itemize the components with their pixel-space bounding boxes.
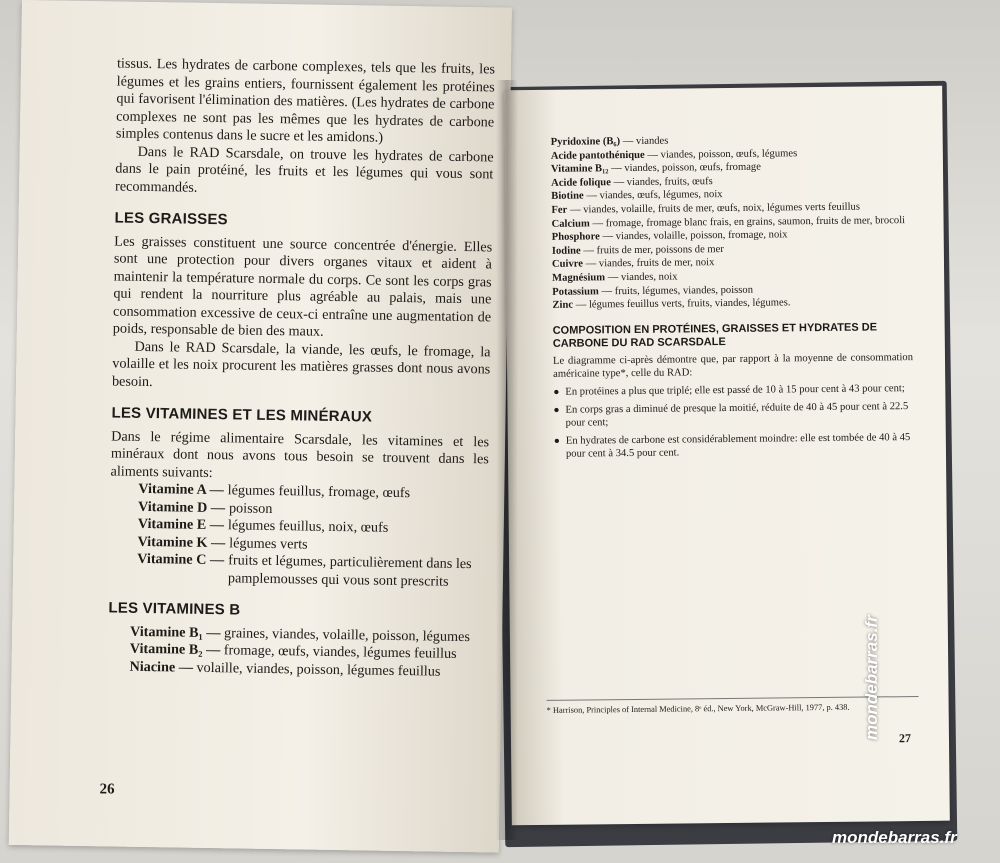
- graisses-paragraph-2: Dans le RAD Scarsdale, la viande, les œufs, le fromage, la volaille et les noix procurent les matières grasses dont nous avons besoin.: [111, 338, 491, 390]
- nutrient-name: Fer: [551, 204, 568, 216]
- page-number-right: 27: [898, 731, 912, 746]
- page-number-left: 26: [99, 781, 115, 798]
- composition-bullet: [553, 382, 913, 399]
- vitamines-heading: LES VITAMINES ET LES MINÉRAUX: [111, 404, 373, 426]
- bullet-icon: ●: [553, 435, 560, 447]
- graisses-heading: LES GRAISSES: [114, 209, 228, 229]
- composition-heading: COMPOSITION EN PROTÉINES, GRAISSES ET HYDRATES DE CARBONE DU RAD SCARSDALE: [552, 321, 878, 350]
- nutrient-name: Vitamine B₁₂: [550, 163, 609, 176]
- nutrient-name: Cuivre: [551, 258, 584, 271]
- footnote: * Harrison, Principles of Internal Medicine, 8ᵉ éd., New York, McGraw-Hill, 1977, p. 438.: [547, 696, 919, 716]
- vitamin-b-name: Vitamine B₂ —: [129, 640, 221, 659]
- vitamin-b-name: Niacine —: [129, 658, 194, 676]
- nutrient-name: Zinc: [552, 299, 574, 311]
- watermark-bottom: mondebarras.fr: [832, 828, 957, 847]
- nutrient-foods: — fruits, légumes, viandes, poisson: [601, 284, 754, 297]
- bullet-icon: ●: [553, 386, 560, 398]
- nutrient-foods: — viandes, volaille, fruits de mer, œufs, noix, légumes verts feuillus: [569, 201, 860, 216]
- composition-intro: Le diagramme ci-après démontre que, par rapport à la moyenne de consommation américaine type*, celle du RAD:: [552, 351, 914, 381]
- vitamines-intro: Dans le régime alimentaire Scarsdale, les vitamines et les minéraux dont nous avons tous besoin se trouvent dans les aliments suivants:: [110, 427, 490, 481]
- vitamin-name: Vitamine E —: [137, 515, 225, 534]
- nutrient-foods: — viandes, œufs, légumes, noix: [586, 189, 723, 202]
- right-page: [504, 86, 950, 826]
- vitamin-name: Vitamine K —: [137, 533, 226, 551]
- nutrient-name: Calcium: [551, 217, 590, 230]
- vitamin-name: Vitamine C —: [137, 550, 225, 569]
- nutrient-name: Phosphore: [551, 231, 600, 243]
- vitamin-name: Vitamine A —: [138, 480, 224, 499]
- left-page: [9, 0, 512, 853]
- composition-bullet: [553, 400, 913, 431]
- bullet-text: En corps gras a diminué de presque la moitié, réduite de 40 à 45 pour cent à 22.5 pour cent;: [565, 400, 909, 429]
- nutrient-entry: [552, 295, 912, 312]
- nutrient-name: Acide pantothénique: [550, 149, 645, 162]
- vitamin-foods: légumes verts: [229, 534, 308, 553]
- vitamin-foods: légumes feuillus, fromage, œufs: [227, 482, 411, 502]
- nutrient-foods: — viandes: [622, 135, 669, 148]
- nutrient-foods: — viandes, fruits, œufs: [613, 175, 713, 188]
- nutrient-foods: — viandes, poisson, œufs, fromage: [611, 161, 761, 175]
- vitamin-entry: [109, 550, 488, 591]
- nutrient-name: Iodine: [551, 245, 581, 257]
- composition-bullet: [554, 431, 914, 462]
- intro-paragraph-2: Dans le RAD Scarsdale, on trouve les hydrates de carbone dans le pain protéiné, les fruits et les légumes qui vous sont recommandés.: [114, 143, 494, 196]
- vitamin-b-foods: volaille, viandes, poisson, légumes feuillus: [196, 659, 441, 680]
- left-page-text: [107, 56, 495, 682]
- vitamines-b-heading: LES VITAMINES B: [108, 599, 241, 619]
- vitamin-b-name: Vitamine B₁ —: [129, 623, 221, 641]
- graisses-paragraph-1: Les graisses constituent une source concentrée d'énergie. Elles sont une protection pour divers organes vitaux et aident à maintenir la température normale du corps. Ce sont les corps gras qui rendent la nourriture plus agréable au palais, mais une consommation excessive de ceux-ci entraîne une augmentation de poids, responsable de bien des maux.: [112, 232, 493, 340]
- nutrient-foods: — viandes, volaille, poisson, fromage, noix: [602, 229, 788, 243]
- intro-paragraph-1: tissus. Les hydrates de carbone complexes, tels que les fruits, les légumes et les grains entiers, fournissent également les protéines qui favorisent l'élimination des matières. (Les hydrates de carbone complexes ne sont pas les mêmes que les hydrates de carbone simples contenus dans le sucre et les amidons.): [115, 55, 496, 146]
- nutrient-foods: — viandes, poisson, œufs, légumes: [647, 147, 798, 161]
- book-gutter: [496, 80, 518, 840]
- bullet-text: En hydrates de carbone est considérablement moindre: elle est tombée de 40 à 45 pour cent à 34.5 pour cent.: [565, 431, 911, 460]
- vitamin-foods: fruits et légumes, particulièrement dans les pamplemousses qui vous sont prescrits: [227, 552, 472, 590]
- nutrient-name: Biotine: [551, 190, 584, 203]
- nutrient-name: Magnésium: [552, 272, 606, 284]
- nutrient-foods: — viandes, noix: [607, 271, 678, 284]
- nutrient-name: Acide folique: [551, 176, 611, 189]
- vitamin-foods: poisson: [228, 499, 273, 517]
- bullet-icon: ●: [553, 404, 560, 416]
- nutrient-foods: — fruits de mer, poissons de mer: [583, 243, 724, 257]
- vitamin-b-foods: graines, viandes, volaille, poisson, légumes: [223, 624, 471, 645]
- nutrient-foods: — légumes feuillus verts, fruits, viandes, légumes.: [575, 297, 791, 311]
- nutrient-foods: — viandes, fruits de mer, noix: [585, 257, 715, 270]
- vitamin-foods: légumes feuillus, noix, œufs: [227, 517, 389, 536]
- vitamin-b-foods: fromage, œufs, viandes, légumes feuillus: [223, 642, 457, 662]
- nutrient-name: Potassium: [552, 285, 599, 298]
- vitamin-name: Vitamine D —: [137, 498, 226, 516]
- nutrient-name: Pyridoxine (B₆): [550, 136, 621, 148]
- right-page-text: [551, 132, 914, 466]
- watermark-side: mondebarras.fr: [862, 615, 881, 740]
- nutrient-foods: — fromage, fromage blanc frais, en grains, saumon, fruits de mer, brocoli: [592, 214, 906, 229]
- bullet-text: En protéines a plus que triplé; elle est passé de 10 à 15 pour cent à 43 pour cent;: [565, 383, 905, 398]
